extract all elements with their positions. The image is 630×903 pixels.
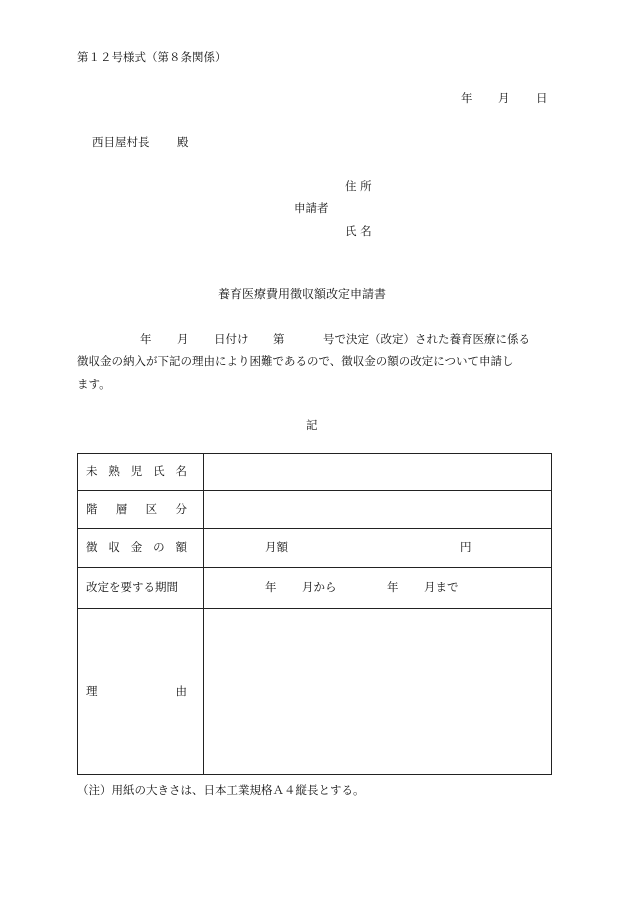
field-reason[interactable] [204,609,552,775]
table-row-reason [78,609,552,775]
form-number: 第１２号様式（第８条関係） [77,50,227,64]
label-char: 金 [130,540,143,555]
addressee-name: 西目屋村長 [92,135,150,149]
footnote: （注）用紙の大きさは、日本工業規格Ａ４縦長とする。 [77,783,365,797]
monthly-label: 月額 [265,540,288,554]
body-date-suffix: 日付け [214,332,249,346]
body-line2: 徴収金の納入が下記の理由により困難であるので、徴収金の額の改定について申請し [77,354,514,368]
addressee-honorific: 殿 [177,135,189,149]
date-year-label: 年 [461,91,473,105]
label-char: 氏 [153,464,165,479]
label-char: 児 [130,464,143,479]
label-amount [78,529,204,568]
label-char: 熟 [108,464,120,479]
label-char: 未 [86,464,98,479]
document-title: 養育医療費用徴収額改定申請書 [218,287,387,301]
applicant-name-label: 氏 名 [345,224,372,238]
label-char: 額 [175,540,187,555]
period-until-label: 月まで [424,580,459,594]
label-char: 分 [175,501,187,516]
date-month-label: 月 [498,91,510,105]
label-period: 改定を要する期間 [78,568,204,609]
period-year-start: 年 [265,580,277,594]
table-row-tier [78,491,552,529]
label-char: 収 [108,540,120,555]
table-row-infant-name [78,454,552,491]
body-date-month: 月 [177,332,189,346]
body-number-prefix: 第 [273,332,285,346]
label-char: 名 [175,464,187,479]
label-char: 理 [86,683,98,698]
field-period[interactable] [204,568,552,609]
applicant-address-label: 住 所 [345,179,372,193]
table-row-period [78,568,552,609]
field-amount[interactable] [204,529,552,568]
body-line3: ます。 [77,377,111,391]
label-char: の [153,540,165,555]
ki-label: 記 [306,418,318,432]
label-char: 層 [115,501,128,516]
period-from-label: 月から [302,580,337,594]
label-char: 階 [86,501,98,516]
body-line1-rest: 号で決定（改定）された養育医療に係る [323,332,530,346]
field-tier[interactable] [204,491,552,529]
label-infant-name [78,454,204,491]
label-char: 徴 [86,540,98,555]
date-day-label: 日 [536,91,548,105]
table-row-amount [78,529,552,568]
applicant-label: 申請者 [294,201,329,215]
label-char: 由 [175,683,187,698]
label-tier [78,491,204,529]
application-table [77,453,552,775]
label-reason [78,609,204,775]
body-date-year: 年 [140,332,152,346]
yen-label: 円 [460,540,472,554]
period-year-end: 年 [387,580,399,594]
label-char: 区 [145,501,158,516]
field-infant-name[interactable] [204,454,552,491]
